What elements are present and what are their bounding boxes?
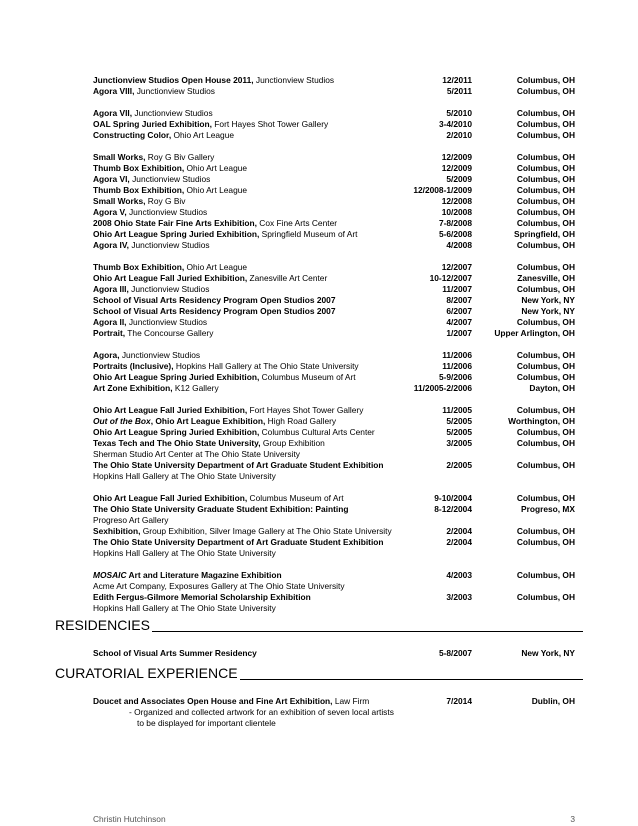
- entry-row: [93, 416, 575, 427]
- entry-title: Art Zone Exhibition,: [93, 383, 173, 393]
- entry-venue: Springfield Museum of Art: [259, 229, 358, 239]
- entry-venue: Columbus Museum of Art: [259, 372, 356, 382]
- entry-row: [93, 405, 575, 416]
- entry-location: Columbus, OH: [516, 196, 575, 206]
- entry-location: Columbus, OH: [516, 119, 575, 129]
- entry-event: [93, 108, 213, 119]
- entry-location: Columbus, OH: [516, 207, 575, 217]
- entry-event: [93, 218, 337, 229]
- entry-location: Columbus, OH: [516, 284, 575, 294]
- entry-location: Columbus, OH: [516, 240, 575, 250]
- entry-title: School of Visual Arts Residency Program Open Studios 2007: [93, 306, 336, 316]
- entry-venue: K12 Gallery: [172, 383, 219, 393]
- entry-row: [93, 548, 575, 559]
- entry-event: [93, 526, 392, 537]
- entry-location: Columbus, OH: [516, 405, 575, 415]
- entry-title: Agora II,: [93, 317, 127, 327]
- footer-author: Christin Hutchinson: [93, 814, 166, 824]
- entry-event: [93, 427, 375, 438]
- entry-location: Zanesville, OH: [517, 273, 575, 283]
- entry-row: [93, 383, 575, 394]
- entry-event: [93, 405, 363, 416]
- entry-title: Agora,: [93, 350, 120, 360]
- entry-event: [93, 240, 210, 251]
- entry-event: [93, 273, 327, 284]
- entry-date: 5/2005: [446, 427, 472, 437]
- entry-venue: Fort Hayes Shot Tower Gallery: [211, 119, 329, 129]
- entry-row: [93, 119, 575, 130]
- entry-row: [93, 603, 575, 614]
- entry-row: [93, 152, 575, 163]
- entry-title: Art and Literature Magazine Exhibition: [126, 570, 282, 580]
- entry-event: [93, 548, 276, 559]
- entry-date: 5-8/2007: [438, 648, 472, 658]
- entry-location: Columbus, OH: [516, 108, 575, 118]
- entry-location: Columbus, OH: [516, 163, 575, 173]
- entry-event: [93, 460, 384, 471]
- entry-title: Portraits (Inclusive),: [93, 361, 174, 371]
- entry-event: [93, 515, 168, 526]
- entry-venue: Junctionview Studios: [134, 86, 215, 96]
- entry-event: [93, 207, 207, 218]
- entry-row: [93, 493, 575, 504]
- entry-date: 3/2005: [446, 438, 472, 448]
- entry-event: [93, 317, 207, 328]
- entry-venue: High Road Gallery: [265, 416, 337, 426]
- entry-location: Columbus, OH: [516, 460, 575, 470]
- entry-title: Doucet and Associates Open House and Fine Art Exhibition,: [93, 696, 333, 706]
- entry-title: Small Works,: [93, 196, 146, 206]
- entry-event: [93, 504, 348, 515]
- entry-location: Columbus, OH: [516, 152, 575, 162]
- entry-date: 12/2009: [441, 163, 472, 173]
- entry-location: Upper Arlington, OH: [494, 328, 575, 338]
- entry-event: [93, 306, 335, 317]
- entry-date: 5-6/2008: [438, 229, 472, 239]
- curatorial-heading-text: CURATORIAL EXPERIENCE: [55, 665, 238, 681]
- entry-event: [93, 696, 369, 707]
- entry-title: Ohio Art League Spring Juried Exhibition,: [93, 372, 260, 382]
- entry-title: Sexhibition,: [93, 526, 141, 536]
- entry-event: [93, 416, 336, 427]
- entry-date: 12/2008-1/2009: [413, 185, 472, 195]
- entry-location: Springfield, OH: [514, 229, 575, 239]
- entry-row: [93, 504, 575, 515]
- entry-date: 12/2007: [441, 262, 472, 272]
- entry-title: OAL Spring Juried Exhibition,: [93, 119, 212, 129]
- entry-row: [93, 515, 575, 526]
- entry-title: Agora VII,: [93, 108, 133, 118]
- entry-event: [93, 449, 300, 460]
- entry-row: [93, 471, 575, 482]
- entry-location: Columbus, OH: [516, 592, 575, 602]
- entry-location: Columbus, OH: [516, 174, 575, 184]
- entry-row: [93, 427, 575, 438]
- entry-row: [93, 317, 575, 328]
- entry-location: Columbus, OH: [516, 185, 575, 195]
- entry-venue: Columbus Museum of Art: [247, 493, 344, 503]
- entry-event: [93, 119, 328, 130]
- entry-location: Columbus, OH: [516, 218, 575, 228]
- entry-location: New York, NY: [521, 295, 575, 305]
- entry-title: Ohio Art League Fall Juried Exhibition,: [93, 273, 248, 283]
- entry-venue: Junctionview Studios: [129, 174, 211, 184]
- entry-venue: Junctionview Studios: [129, 240, 210, 250]
- entry-location: Columbus, OH: [516, 262, 575, 272]
- entry-title: , Ohio Art League Exhibition,: [150, 416, 266, 426]
- residencies-heading: [55, 617, 583, 633]
- entry-row: [93, 328, 575, 339]
- entry-date: 2/2010: [446, 130, 472, 140]
- entry-row: [93, 86, 575, 97]
- entry-row: [93, 648, 575, 659]
- entry-event: [93, 174, 210, 185]
- entry-title: Agora V,: [93, 207, 127, 217]
- entry-venue: Progreso Art Gallery: [93, 515, 169, 525]
- entry-row: [93, 174, 575, 185]
- entry-location: Columbus, OH: [516, 427, 575, 437]
- entry-date: 5/2009: [446, 174, 472, 184]
- entry-venue: Hopkins Hall Gallery at The Ohio State University: [93, 548, 276, 558]
- entry-location: New York, NY: [521, 306, 575, 316]
- entry-venue: Junctionview Studios: [126, 317, 208, 327]
- entry-row: [93, 460, 575, 471]
- entry-row: [93, 229, 575, 240]
- entry-row: [93, 361, 575, 372]
- entry-date: 3/2003: [446, 592, 472, 602]
- entry-date: 12/2009: [441, 152, 472, 162]
- entry-venue: Acme Art Company, Exposures Gallery at The Ohio State University: [93, 581, 345, 591]
- entry-location: Columbus, OH: [516, 438, 575, 448]
- entry-venue: Roy G Biv Gallery: [145, 152, 215, 162]
- entry-date: 11/2006: [442, 361, 472, 371]
- entry-location: Columbus, OH: [516, 526, 575, 536]
- entry-location: Columbus, OH: [516, 537, 575, 547]
- entry-title: Ohio Art League Fall Juried Exhibition,: [93, 405, 248, 415]
- entry-venue: Ohio Art League: [171, 130, 235, 140]
- entry-title: Junctionview Studios Open House 2011,: [93, 75, 254, 85]
- entry-title: Agora VI,: [93, 174, 130, 184]
- entry-row: [93, 438, 575, 449]
- entry-row: [93, 526, 575, 537]
- entry-event: [93, 196, 185, 207]
- entry-event: [93, 648, 257, 659]
- curatorial-note-line-2: to be displayed for important clientele: [137, 718, 276, 728]
- entry-event: [93, 537, 384, 548]
- entry-date: 5/2005: [446, 416, 472, 426]
- entry-row: [93, 350, 575, 361]
- entry-event: [93, 581, 345, 592]
- entry-row: [93, 196, 575, 207]
- entry-location: Dublin, OH: [531, 696, 575, 706]
- entry-title: Edith Fergus-Gilmore Memorial Scholarship Exhibition: [93, 592, 311, 602]
- entry-venue: Fort Hayes Shot Tower Gallery: [247, 405, 364, 415]
- entry-date: 4/2003: [446, 570, 472, 580]
- entry-venue: Junctionview Studios: [119, 350, 201, 360]
- entry-title: The Ohio State University Department of Art Graduate Student Exhibition: [93, 460, 384, 470]
- entry-event: [93, 163, 247, 174]
- entry-date: 7/2014: [446, 696, 472, 706]
- entry-event: [93, 86, 215, 97]
- entry-location: Columbus, OH: [516, 317, 575, 327]
- entry-row: [93, 207, 575, 218]
- entry-row: [93, 262, 575, 273]
- entry-date: 1/2007: [446, 328, 472, 338]
- entry-italic-title: Out of the Box: [93, 416, 151, 426]
- entry-title: Ohio Art League Spring Juried Exhibition,: [93, 427, 260, 437]
- footer-page-number: 3: [570, 814, 575, 824]
- entry-date: 6/2007: [446, 306, 472, 316]
- entry-date: 11/2005-2/2006: [413, 383, 472, 393]
- entry-date: 8-12/2004: [434, 504, 472, 514]
- entry-date: 2/2005: [446, 460, 472, 470]
- entry-date: 8/2007: [446, 295, 472, 305]
- entry-event: [93, 603, 276, 614]
- entry-date: 11/2007: [442, 284, 472, 294]
- entry-date: 2/2004: [446, 537, 472, 547]
- entry-title: 2008 Ohio State Fair Fine Arts Exhibition,: [93, 218, 257, 228]
- entry-location: New York, NY: [521, 648, 575, 658]
- entry-date: 7-8/2008: [438, 218, 472, 228]
- entry-venue: Hopkins Hall Gallery at The Ohio State University: [173, 361, 359, 371]
- entry-venue: Group Exhibition, Silver Image Gallery at The Ohio State University: [140, 526, 392, 536]
- entry-title: Ohio Art League Spring Juried Exhibition,: [93, 229, 260, 239]
- entry-event: [93, 383, 219, 394]
- entry-date: 12/2011: [442, 75, 472, 85]
- entry-date: 2/2004: [446, 526, 472, 536]
- entry-location: Columbus, OH: [516, 75, 575, 85]
- entry-event: [93, 152, 214, 163]
- entry-title: Ohio Art League Fall Juried Exhibition,: [93, 493, 248, 503]
- entry-event: [93, 361, 359, 372]
- entry-venue: Group Exhibition: [260, 438, 325, 448]
- entry-venue: The Concourse Gallery: [125, 328, 214, 338]
- entry-venue: Ohio Art League: [184, 185, 248, 195]
- entry-title: The Ohio State University Graduate Student Exhibition: Painting: [93, 504, 349, 514]
- entry-date: 5/2011: [446, 86, 472, 96]
- entry-venue: Junctionview Studios: [253, 75, 335, 85]
- entry-row: [93, 592, 575, 603]
- entry-title: Thumb Box Exhibition,: [93, 163, 185, 173]
- entry-title: Texas Tech and The Ohio State University,: [93, 438, 261, 448]
- entry-location: Progreso, MX: [521, 504, 575, 514]
- entry-row: [93, 306, 575, 317]
- entry-title: Thumb Box Exhibition,: [93, 185, 185, 195]
- entry-date: 4/2007: [446, 317, 472, 327]
- entry-date: 11/2005: [442, 405, 472, 415]
- entry-row: [93, 570, 575, 581]
- entry-event: [93, 570, 282, 581]
- entry-title: Constructing Color,: [93, 130, 172, 140]
- entry-row: [93, 130, 575, 141]
- curatorial-heading: [55, 665, 583, 681]
- entry-venue: Ohio Art League: [184, 163, 248, 173]
- entry-row: [93, 75, 575, 86]
- entry-row: [93, 696, 575, 707]
- entry-date: 10/2008: [441, 207, 472, 217]
- entry-event: [93, 471, 276, 482]
- entry-venue: Junctionview Studios: [132, 108, 213, 118]
- entry-date: 4/2008: [446, 240, 472, 250]
- entry-row: [93, 185, 575, 196]
- entry-row: [93, 108, 575, 119]
- entry-row: [93, 372, 575, 383]
- entry-event: [93, 592, 311, 603]
- entry-venue: Sherman Studio Art Center at The Ohio State University: [93, 449, 300, 459]
- entry-venue: Zanesville Art Center: [247, 273, 328, 283]
- entry-date: 3-4/2010: [438, 119, 472, 129]
- entry-title: Agora III,: [93, 284, 129, 294]
- entry-title: Agora IV,: [93, 240, 129, 250]
- entry-title: School of Visual Arts Summer Residency: [93, 648, 257, 658]
- entry-row: [93, 273, 575, 284]
- entry-date: 10-12/2007: [429, 273, 472, 283]
- entry-location: Columbus, OH: [516, 372, 575, 382]
- entry-location: Dayton, OH: [529, 383, 575, 393]
- entry-venue: Junctionview Studios: [128, 284, 210, 294]
- entry-location: Columbus, OH: [516, 350, 575, 360]
- residencies-heading-text: RESIDENCIES: [55, 617, 150, 633]
- entry-location: Columbus, OH: [516, 86, 575, 96]
- entry-event: [93, 229, 358, 240]
- entry-italic-title: MOSAIC: [93, 570, 127, 580]
- entry-event: [93, 493, 344, 504]
- entry-row: [93, 284, 575, 295]
- entry-title: Small Works,: [93, 152, 146, 162]
- entry-date: 12/2008: [441, 196, 472, 206]
- entry-row: [93, 240, 575, 251]
- entry-event: [93, 284, 209, 295]
- entry-location: Columbus, OH: [516, 130, 575, 140]
- entry-event: [93, 185, 247, 196]
- entry-row: [93, 581, 575, 592]
- entry-title: Agora VIII,: [93, 86, 135, 96]
- entry-title: Thumb Box Exhibition,: [93, 262, 185, 272]
- entry-venue: Ohio Art League: [184, 262, 248, 272]
- entry-venue: Columbus Cultural Arts Center: [259, 427, 375, 437]
- entry-event: [93, 262, 247, 273]
- entry-row: [93, 449, 575, 460]
- entry-title: Portrait,: [93, 328, 126, 338]
- entry-date: 11/2006: [442, 350, 472, 360]
- entry-event: [93, 75, 334, 86]
- entry-date: 5-9/2006: [438, 372, 472, 382]
- entry-event: [93, 295, 335, 306]
- entry-event: [93, 350, 200, 361]
- entry-venue: Junctionview Studios: [126, 207, 208, 217]
- entry-location: Worthington, OH: [508, 416, 575, 426]
- entry-event: [93, 438, 325, 449]
- entry-row: [93, 295, 575, 306]
- entry-date: 5/2010: [446, 108, 472, 118]
- entry-title: School of Visual Arts Residency Program Open Studios 2007: [93, 295, 336, 305]
- entry-row: [93, 218, 575, 229]
- entry-row: [93, 163, 575, 174]
- entry-row: [93, 537, 575, 548]
- entry-event: [93, 372, 356, 383]
- entry-event: [93, 130, 234, 141]
- entry-location: Columbus, OH: [516, 570, 575, 580]
- entry-location: Columbus, OH: [516, 361, 575, 371]
- curatorial-note-line-1: - Organized and collected artwork for an exhibition of seven local artists: [129, 707, 394, 717]
- entry-venue: Hopkins Hall Gallery at The Ohio State University: [93, 603, 276, 613]
- entry-event: [93, 328, 213, 339]
- entry-venue: Law Firm: [332, 696, 370, 706]
- entry-title: The Ohio State University Department of Art Graduate Student Exhibition: [93, 537, 384, 547]
- entry-venue: Cox Fine Arts Center: [256, 218, 338, 228]
- entry-venue: Roy G Biv: [145, 196, 186, 206]
- entry-venue: Hopkins Hall Gallery at The Ohio State University: [93, 471, 276, 481]
- entry-date: 9-10/2004: [434, 493, 472, 503]
- entry-location: Columbus, OH: [516, 493, 575, 503]
